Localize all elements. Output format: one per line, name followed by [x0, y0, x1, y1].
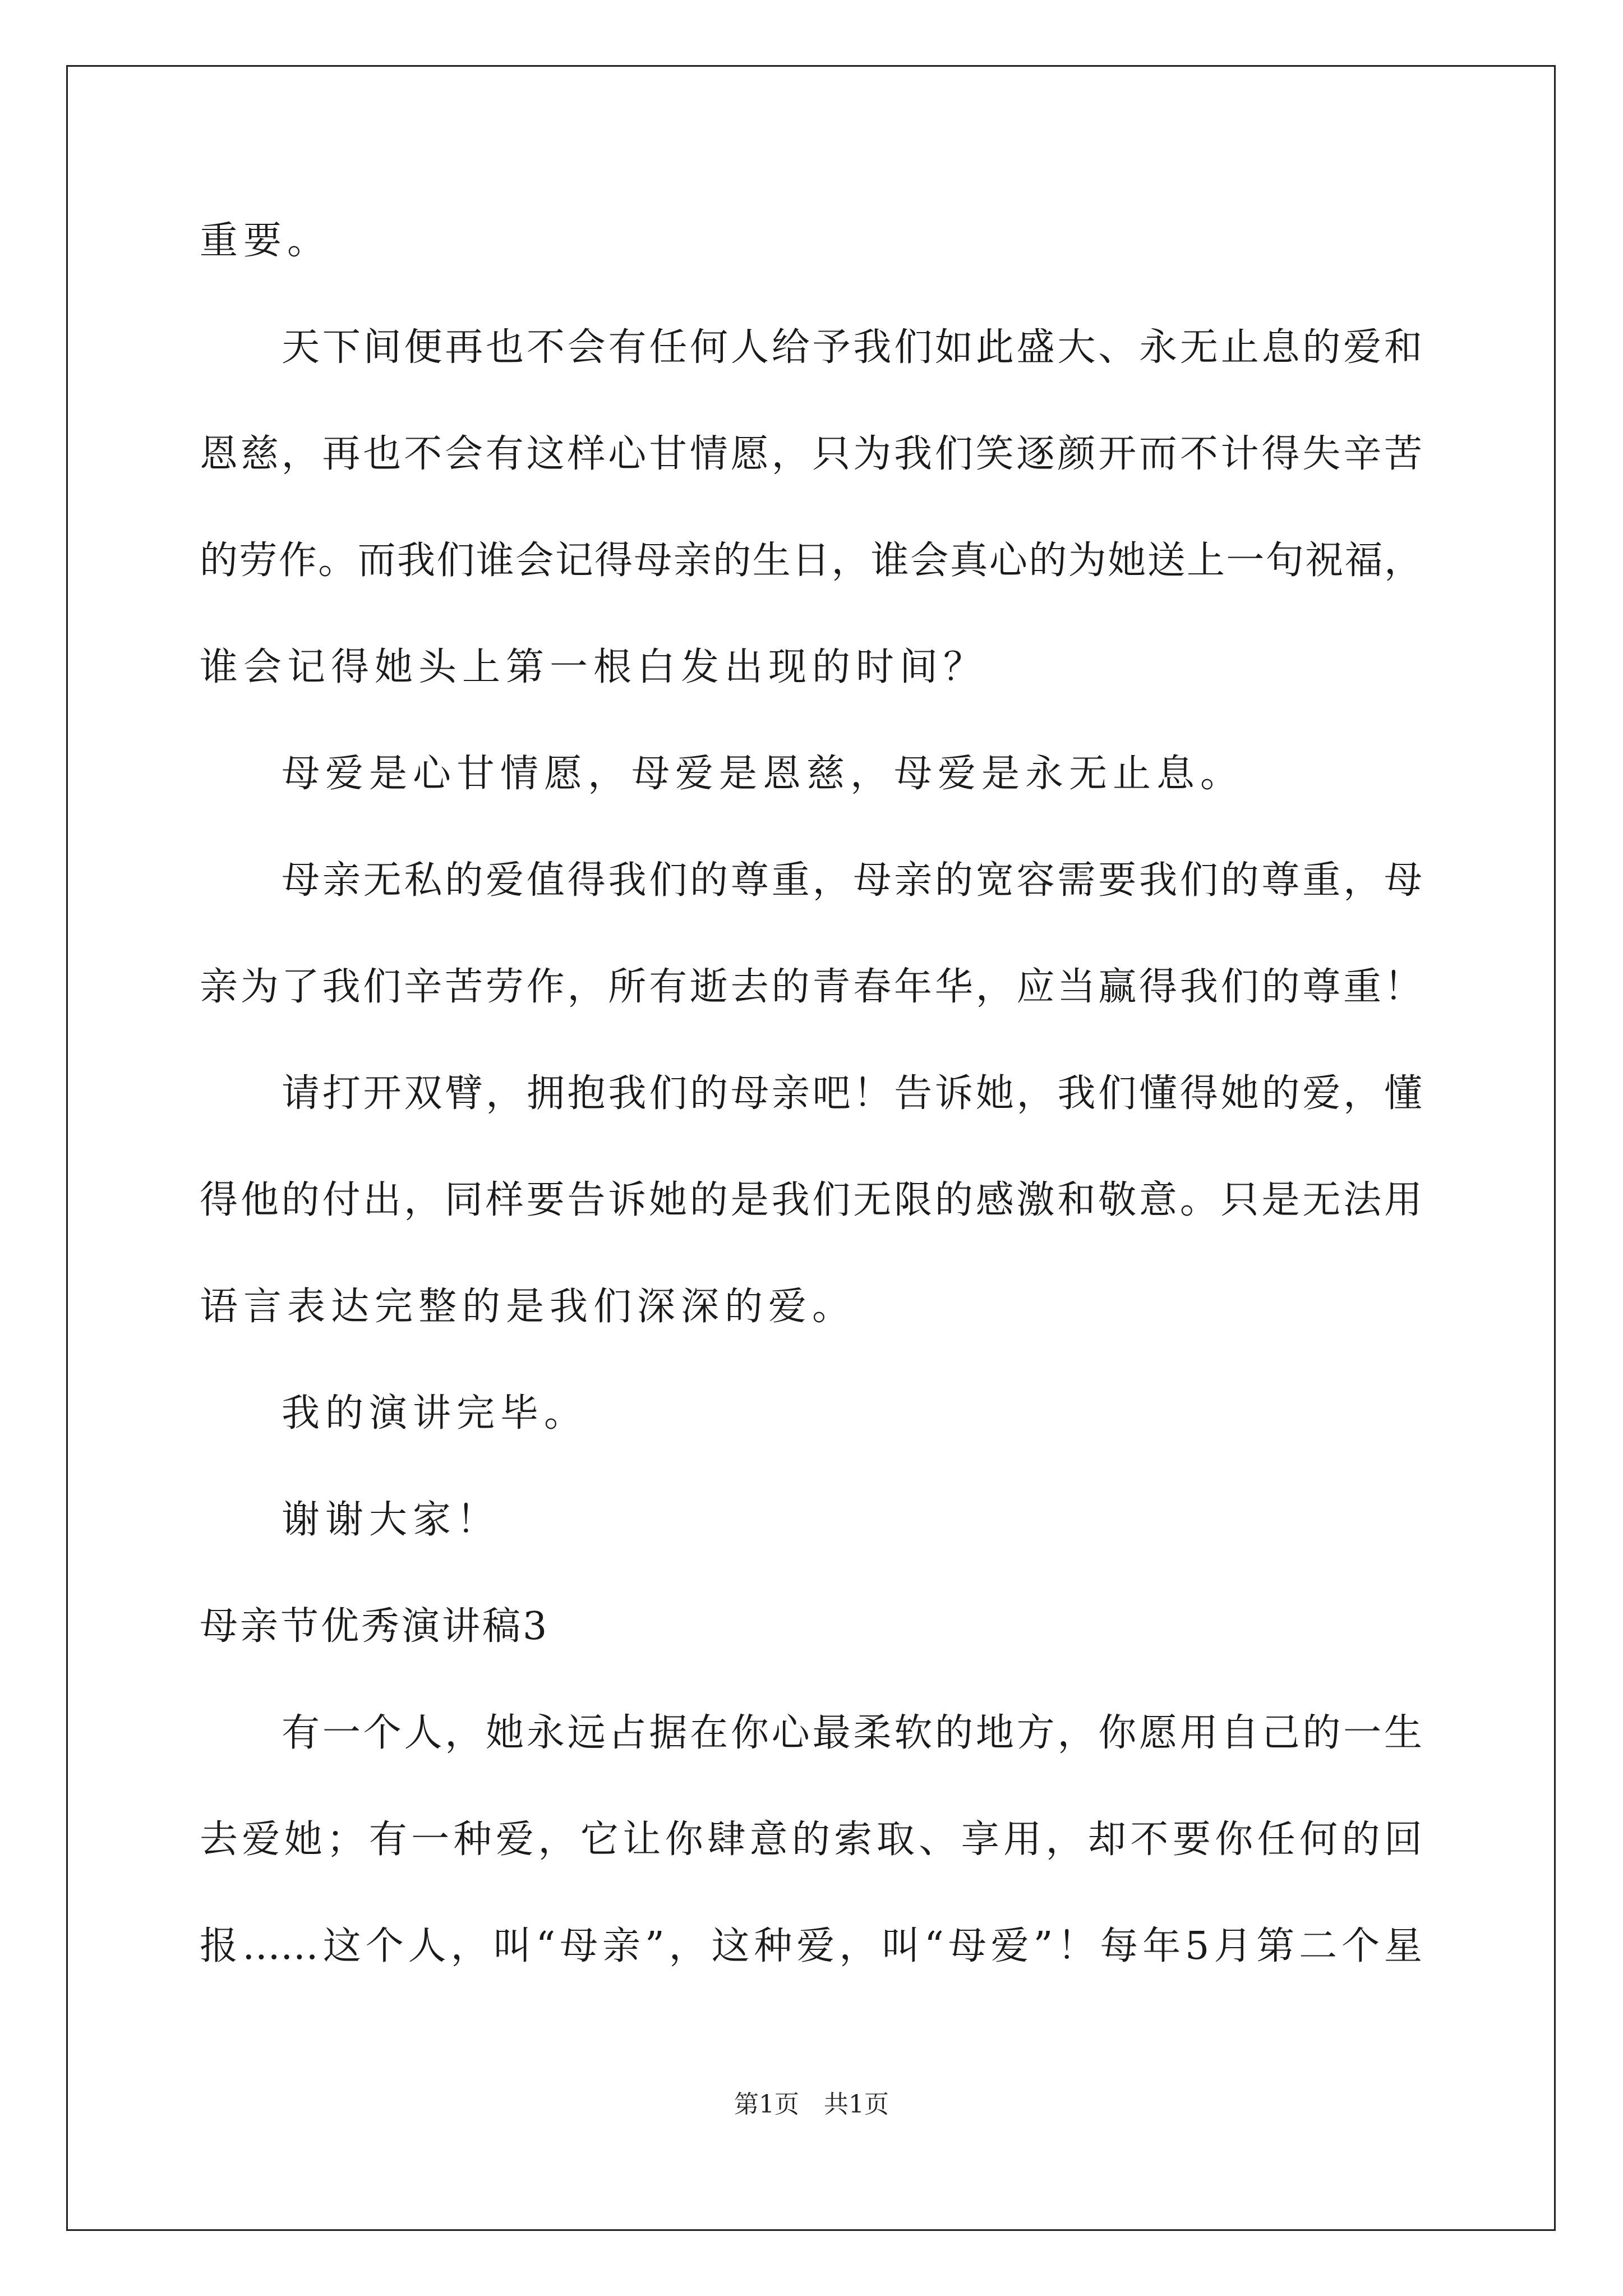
paragraph-line: 亲为了我们辛苦劳作，所有逝去的青春年华，应当赢得我们的尊重！: [200, 965, 1422, 1009]
paragraph-line: 谢谢大家！: [282, 1498, 501, 1542]
paragraph-line: 请打开双臂，拥抱我们的母亲吧！告诉她，我们懂得她的爱，懂: [282, 1071, 1422, 1116]
paragraph-line: 得他的付出，同样要告诉她的是我们无限的感激和敬意。只是无法用: [200, 1178, 1422, 1222]
page-footer: [0, 2088, 1623, 2122]
paragraph-line: 母爱是心甘情愿，母爱是恩慈，母爱是永无止息。: [282, 752, 1244, 796]
paragraph-line: 的劳作。而我们谁会记得母亲的生日，谁会真心的为她送上一句祝福，: [200, 539, 1422, 583]
page-number-current: 第1页: [734, 2090, 799, 2119]
paragraph-line: 有一个人，她永远占据在你心最柔软的地方，你愿用自己的一生: [282, 1711, 1422, 1755]
page-number-total: 共1页: [824, 2090, 889, 2119]
section-heading: 母亲节优秀演讲稿3: [200, 1604, 550, 1649]
paragraph-line: 语言表达完整的是我们深深的爱。: [200, 1285, 856, 1329]
paragraph-line: 重要。: [200, 219, 331, 263]
paragraph-line: 去爱她；有一种爱，它让你肆意的索取、享用，却不要你任何的回: [200, 1818, 1422, 1862]
paragraph-line: 报……这个人，叫“母亲”，这种爱，叫“母爱”！每年5月第二个星: [200, 1924, 1422, 1968]
paragraph-line: 我的演讲完毕。: [282, 1391, 588, 1435]
paragraph-line: 谁会记得她头上第一根白发出现的时间？: [200, 645, 988, 689]
paragraph-line: 母亲无私的爱值得我们的尊重，母亲的宽容需要我们的尊重，母: [282, 858, 1422, 903]
paragraph-line: 天下间便再也不会有任何人给予我们如此盛大、永无止息的爱和: [282, 325, 1422, 370]
paragraph-line: 恩慈，再也不会有这样心甘情愿，只为我们笑逐颜开而不计得失辛苦: [200, 432, 1422, 476]
page-border: [66, 65, 1556, 2231]
